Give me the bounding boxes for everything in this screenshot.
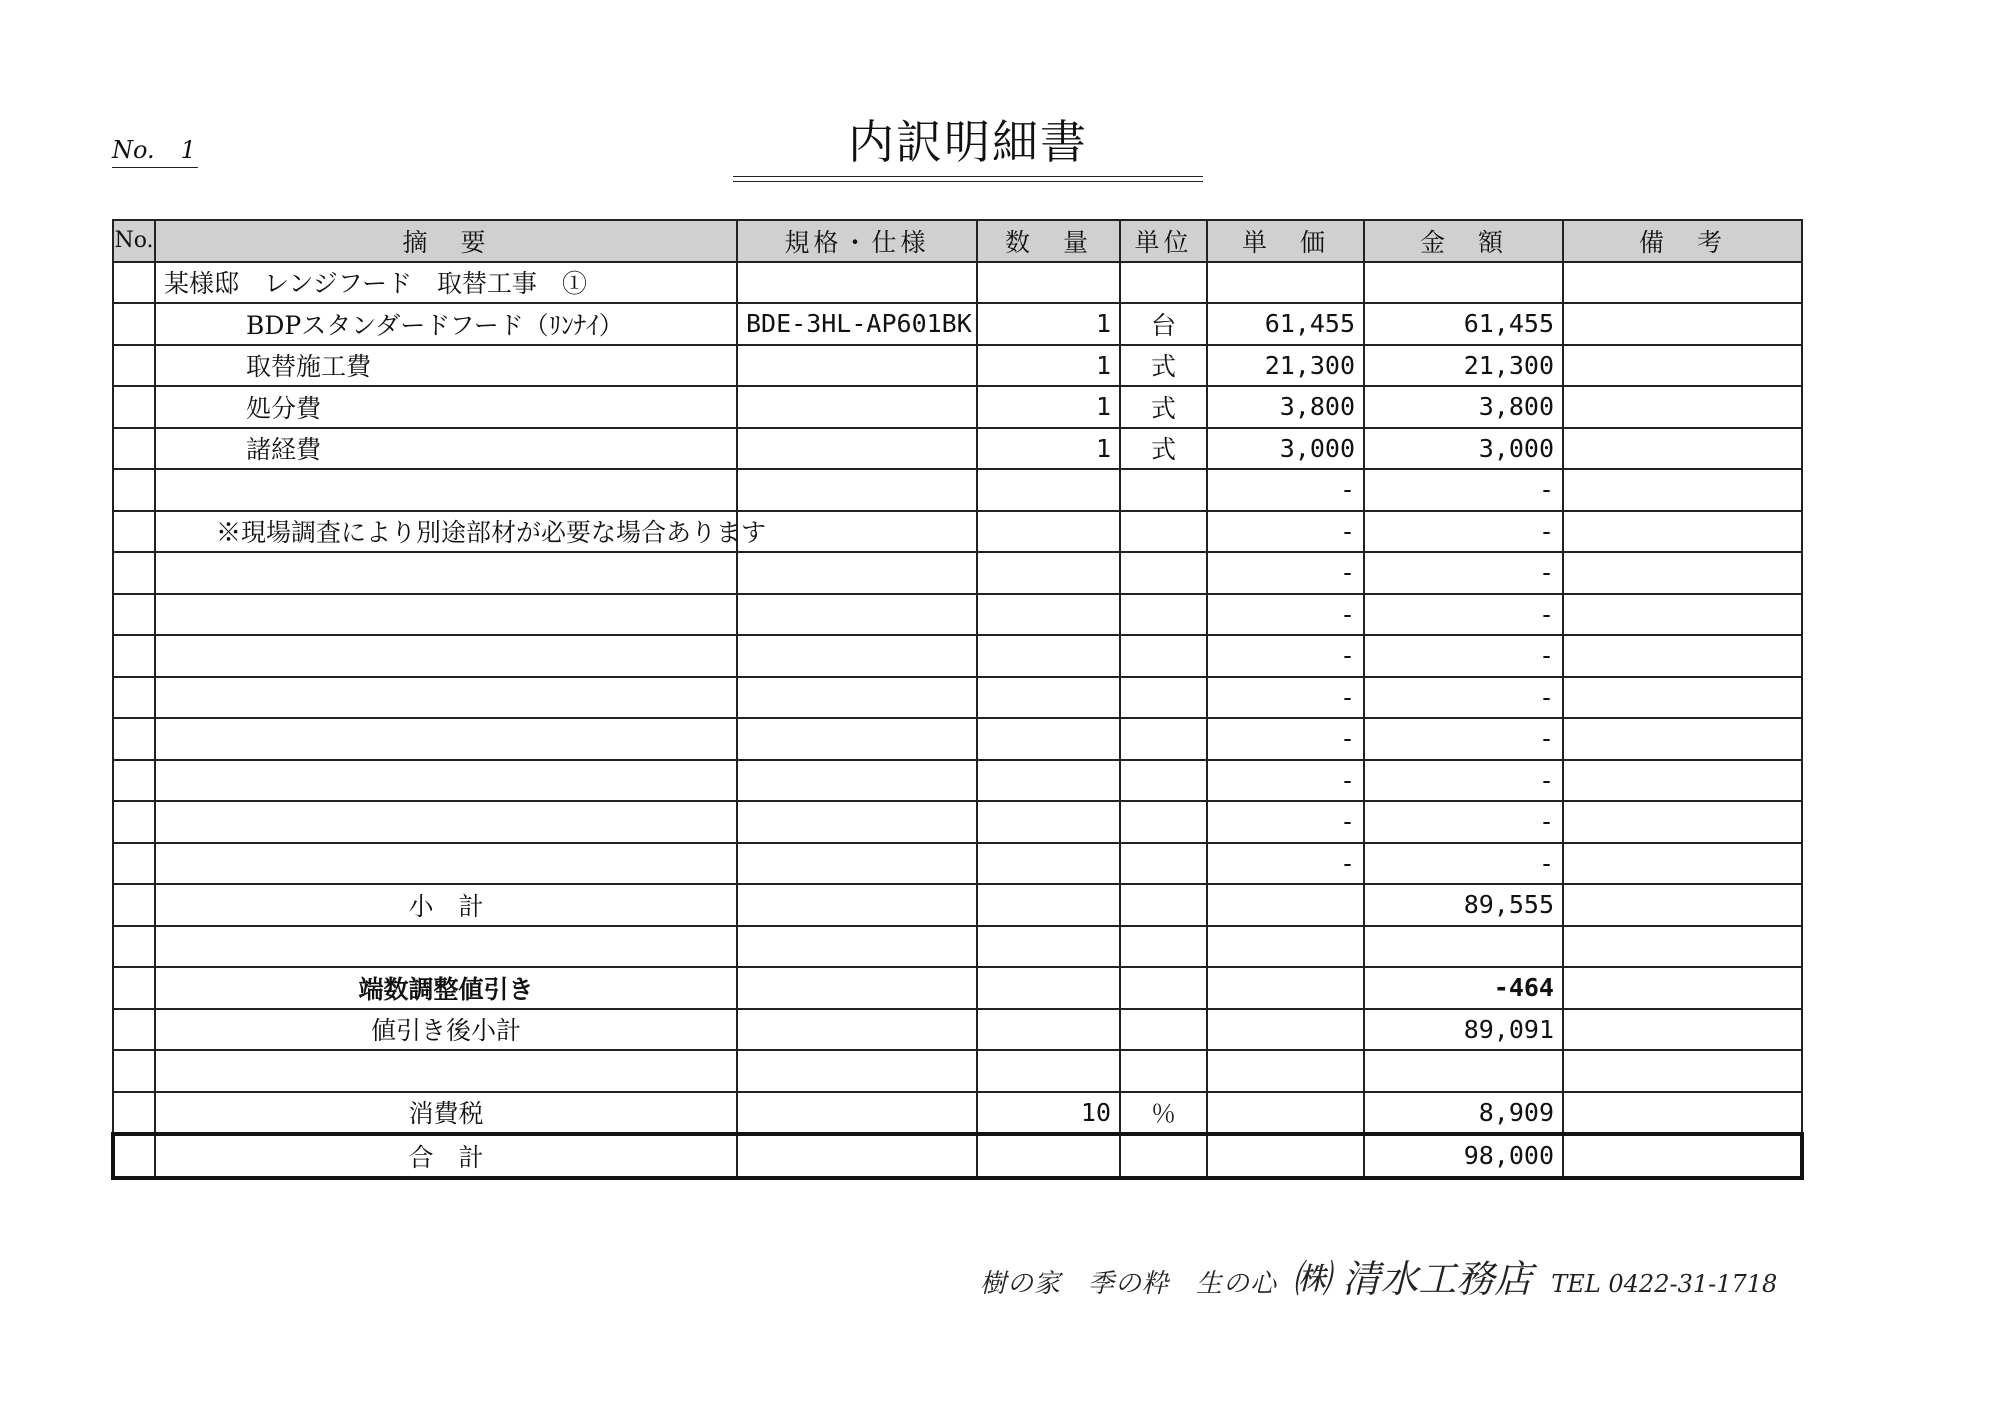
row-remarks	[1563, 428, 1802, 470]
row-unit-price: -	[1207, 511, 1364, 553]
row-quantity	[977, 1050, 1120, 1092]
row-no-cell	[113, 1050, 155, 1092]
table-row	[113, 677, 1802, 719]
title-underline	[733, 176, 1203, 177]
row-remarks	[1563, 635, 1802, 677]
row-specification	[737, 386, 977, 428]
row-quantity	[977, 801, 1120, 843]
row-amount: -	[1364, 760, 1563, 802]
row-quantity	[977, 843, 1120, 885]
row-description	[155, 635, 737, 677]
column-header-specification: 規格・仕様	[737, 220, 977, 262]
row-remarks	[1563, 926, 1802, 968]
row-no-cell	[113, 386, 155, 428]
table-row	[113, 760, 1802, 802]
row-unit	[1120, 262, 1207, 304]
row-remarks	[1563, 262, 1802, 304]
row-description: ※現場調査により別途部材が必要な場合あります	[155, 511, 737, 553]
row-quantity	[977, 635, 1120, 677]
row-no-cell	[113, 760, 155, 802]
row-amount	[1364, 926, 1563, 968]
row-description: 端数調整値引き	[155, 967, 737, 1009]
row-no-cell	[113, 718, 155, 760]
row-description	[155, 594, 737, 636]
row-specification	[737, 1134, 977, 1178]
row-unit-price: -	[1207, 635, 1364, 677]
table-row	[113, 303, 1802, 345]
row-quantity	[977, 594, 1120, 636]
column-header-no: No.	[113, 220, 155, 262]
row-remarks	[1563, 801, 1802, 843]
row-no-cell	[113, 967, 155, 1009]
row-no-cell	[113, 926, 155, 968]
row-description	[155, 843, 737, 885]
row-remarks	[1563, 884, 1802, 926]
title-underline-second	[733, 181, 1203, 182]
row-unit	[1120, 594, 1207, 636]
row-description	[155, 801, 737, 843]
column-header-remarks: 備 考	[1563, 220, 1802, 262]
row-specification	[737, 469, 977, 511]
company-slogan: 樹の家 季の粋 生の心	[980, 1269, 1278, 1299]
row-unit	[1120, 469, 1207, 511]
row-remarks	[1563, 760, 1802, 802]
row-remarks	[1563, 303, 1802, 345]
row-description: BDPスタンダードフード（ﾘﾝﾅｲ）	[155, 303, 737, 345]
row-specification	[737, 594, 977, 636]
row-description: 値引き後小計	[155, 1009, 737, 1051]
row-specification	[737, 677, 977, 719]
table-row	[113, 1092, 1802, 1135]
row-unit-price	[1207, 1050, 1364, 1092]
row-quantity	[977, 760, 1120, 802]
row-remarks	[1563, 718, 1802, 760]
row-amount: 98,000	[1364, 1134, 1563, 1178]
table-row	[113, 884, 1802, 926]
column-header-quantity: 数 量	[977, 220, 1120, 262]
row-unit: 台	[1120, 303, 1207, 345]
row-specification	[737, 262, 977, 304]
row-remarks	[1563, 967, 1802, 1009]
row-specification	[737, 967, 977, 1009]
row-no-cell	[113, 884, 155, 926]
row-no-cell	[113, 511, 155, 553]
row-no-cell	[113, 1134, 155, 1178]
table-row	[113, 386, 1802, 428]
row-quantity: 1	[977, 386, 1120, 428]
row-amount: 61,455	[1364, 303, 1563, 345]
row-description	[155, 677, 737, 719]
row-specification	[737, 926, 977, 968]
row-description	[155, 926, 737, 968]
column-header-amount: 金 額	[1364, 220, 1563, 262]
row-quantity	[977, 511, 1120, 553]
row-amount: -	[1364, 469, 1563, 511]
row-specification: BDE-3HL-AP601BK	[737, 303, 977, 345]
row-unit-price	[1207, 1092, 1364, 1135]
row-unit-price: -	[1207, 552, 1364, 594]
table-row	[113, 843, 1802, 885]
row-amount: 8,909	[1364, 1092, 1563, 1135]
row-no-cell	[113, 594, 155, 636]
row-unit-price: -	[1207, 801, 1364, 843]
row-no-cell	[113, 1092, 155, 1135]
row-specification	[737, 1092, 977, 1135]
row-amount: -	[1364, 511, 1563, 553]
row-remarks	[1563, 594, 1802, 636]
row-specification	[737, 635, 977, 677]
row-amount: -	[1364, 718, 1563, 760]
column-header-unit-price: 単 価	[1207, 220, 1364, 262]
row-no-cell	[113, 303, 155, 345]
row-quantity	[977, 677, 1120, 719]
row-specification	[737, 428, 977, 470]
row-no-cell	[113, 552, 155, 594]
row-no-cell	[113, 1009, 155, 1051]
row-no-cell	[113, 469, 155, 511]
row-description	[155, 718, 737, 760]
row-unit	[1120, 967, 1207, 1009]
row-amount: -464	[1364, 967, 1563, 1009]
row-quantity: 1	[977, 303, 1120, 345]
row-unit-price	[1207, 926, 1364, 968]
table-row	[113, 967, 1802, 1009]
row-unit	[1120, 1009, 1207, 1051]
column-header-description: 摘 要	[155, 220, 737, 262]
table-row	[113, 926, 1802, 968]
row-description	[155, 1050, 737, 1092]
row-specification	[737, 345, 977, 387]
row-description: 某様邸 レンジフード 取替工事 ①	[155, 262, 737, 304]
table-row	[113, 552, 1802, 594]
title-block	[733, 114, 1203, 182]
row-quantity	[977, 262, 1120, 304]
table-row	[113, 428, 1802, 470]
row-description: 合 計	[155, 1134, 737, 1178]
row-unit: 式	[1120, 345, 1207, 387]
row-remarks	[1563, 1092, 1802, 1135]
row-unit-price	[1207, 262, 1364, 304]
row-quantity	[977, 967, 1120, 1009]
row-unit-price	[1207, 1009, 1364, 1051]
row-remarks	[1563, 469, 1802, 511]
row-remarks	[1563, 1050, 1802, 1092]
row-quantity: 1	[977, 428, 1120, 470]
row-amount: -	[1364, 635, 1563, 677]
row-unit-price: -	[1207, 677, 1364, 719]
company-phone: TEL 0422-31-1718	[1551, 1270, 1778, 1298]
page-title: 内訳明細書	[848, 115, 1088, 169]
row-quantity	[977, 884, 1120, 926]
document-number	[112, 136, 198, 168]
table-row	[113, 801, 1802, 843]
row-amount: -	[1364, 801, 1563, 843]
row-amount: -	[1364, 552, 1563, 594]
row-unit-price: -	[1207, 718, 1364, 760]
row-unit	[1120, 552, 1207, 594]
document-number-label: No.	[112, 136, 155, 164]
row-quantity	[977, 469, 1120, 511]
row-unit: 式	[1120, 386, 1207, 428]
table-row	[113, 635, 1802, 677]
row-description: 諸経費	[155, 428, 737, 470]
row-unit-price: 61,455	[1207, 303, 1364, 345]
table-row	[113, 345, 1802, 387]
row-specification	[737, 552, 977, 594]
row-unit	[1120, 760, 1207, 802]
row-unit	[1120, 511, 1207, 553]
row-amount	[1364, 262, 1563, 304]
row-amount: 3,800	[1364, 386, 1563, 428]
row-specification	[737, 718, 977, 760]
row-unit-price: 21,300	[1207, 345, 1364, 387]
row-remarks	[1563, 386, 1802, 428]
row-amount	[1364, 1050, 1563, 1092]
row-quantity	[977, 926, 1120, 968]
row-description: 小 計	[155, 884, 737, 926]
row-unit-price: -	[1207, 760, 1364, 802]
table-row	[113, 1050, 1802, 1092]
row-no-cell	[113, 345, 155, 387]
row-quantity	[977, 718, 1120, 760]
row-specification	[737, 843, 977, 885]
column-header-unit: 単位	[1120, 220, 1207, 262]
row-amount: 89,555	[1364, 884, 1563, 926]
document-number-value: 1	[180, 136, 196, 164]
row-unit	[1120, 1134, 1207, 1178]
row-quantity	[977, 1009, 1120, 1051]
row-specification	[737, 801, 977, 843]
row-unit	[1120, 801, 1207, 843]
row-amount: 89,091	[1364, 1009, 1563, 1051]
row-unit	[1120, 884, 1207, 926]
row-no-cell	[113, 843, 155, 885]
row-no-cell	[113, 677, 155, 719]
row-specification	[737, 1009, 977, 1051]
row-description	[155, 469, 737, 511]
row-remarks	[1563, 1009, 1802, 1051]
row-amount: 3,000	[1364, 428, 1563, 470]
row-unit	[1120, 926, 1207, 968]
row-no-cell	[113, 635, 155, 677]
row-quantity: 1	[977, 345, 1120, 387]
table-row	[113, 469, 1802, 511]
row-unit-price	[1207, 1134, 1364, 1178]
row-unit	[1120, 843, 1207, 885]
row-no-cell	[113, 262, 155, 304]
row-remarks	[1563, 677, 1802, 719]
row-amount: -	[1364, 594, 1563, 636]
row-description: 消費税	[155, 1092, 737, 1135]
row-description: 取替施工費	[155, 345, 737, 387]
row-specification	[737, 1050, 977, 1092]
row-quantity	[977, 552, 1120, 594]
row-unit	[1120, 677, 1207, 719]
row-remarks	[1563, 1134, 1802, 1178]
table-row	[113, 594, 1802, 636]
row-quantity: 10	[977, 1092, 1120, 1135]
footer	[980, 1248, 1800, 1303]
row-remarks	[1563, 345, 1802, 387]
row-unit: ％	[1120, 1092, 1207, 1135]
row-description	[155, 552, 737, 594]
row-amount: -	[1364, 843, 1563, 885]
row-unit	[1120, 1050, 1207, 1092]
row-unit	[1120, 635, 1207, 677]
table-body	[113, 262, 1802, 1178]
company-name: ㈱ 清水工務店	[1292, 1257, 1533, 1301]
row-remarks	[1563, 552, 1802, 594]
detail-table	[111, 219, 1804, 1180]
row-quantity	[977, 1134, 1120, 1178]
table-row	[113, 718, 1802, 760]
row-unit: 式	[1120, 428, 1207, 470]
row-unit-price	[1207, 884, 1364, 926]
table-row	[113, 1134, 1802, 1178]
row-unit-price	[1207, 967, 1364, 1009]
row-specification	[737, 511, 977, 553]
row-unit	[1120, 718, 1207, 760]
table-row	[113, 262, 1802, 304]
row-unit-price: 3,800	[1207, 386, 1364, 428]
row-description: 処分費	[155, 386, 737, 428]
row-remarks	[1563, 843, 1802, 885]
row-amount: -	[1364, 677, 1563, 719]
row-remarks	[1563, 511, 1802, 553]
table-row	[113, 1009, 1802, 1051]
row-unit-price: -	[1207, 594, 1364, 636]
row-unit-price: 3,000	[1207, 428, 1364, 470]
row-no-cell	[113, 801, 155, 843]
table-header-row	[113, 220, 1802, 262]
table-row	[113, 511, 1802, 553]
row-no-cell	[113, 428, 155, 470]
row-unit-price: -	[1207, 469, 1364, 511]
row-description	[155, 760, 737, 802]
row-amount: 21,300	[1364, 345, 1563, 387]
row-specification	[737, 760, 977, 802]
row-unit-price: -	[1207, 843, 1364, 885]
row-specification	[737, 884, 977, 926]
